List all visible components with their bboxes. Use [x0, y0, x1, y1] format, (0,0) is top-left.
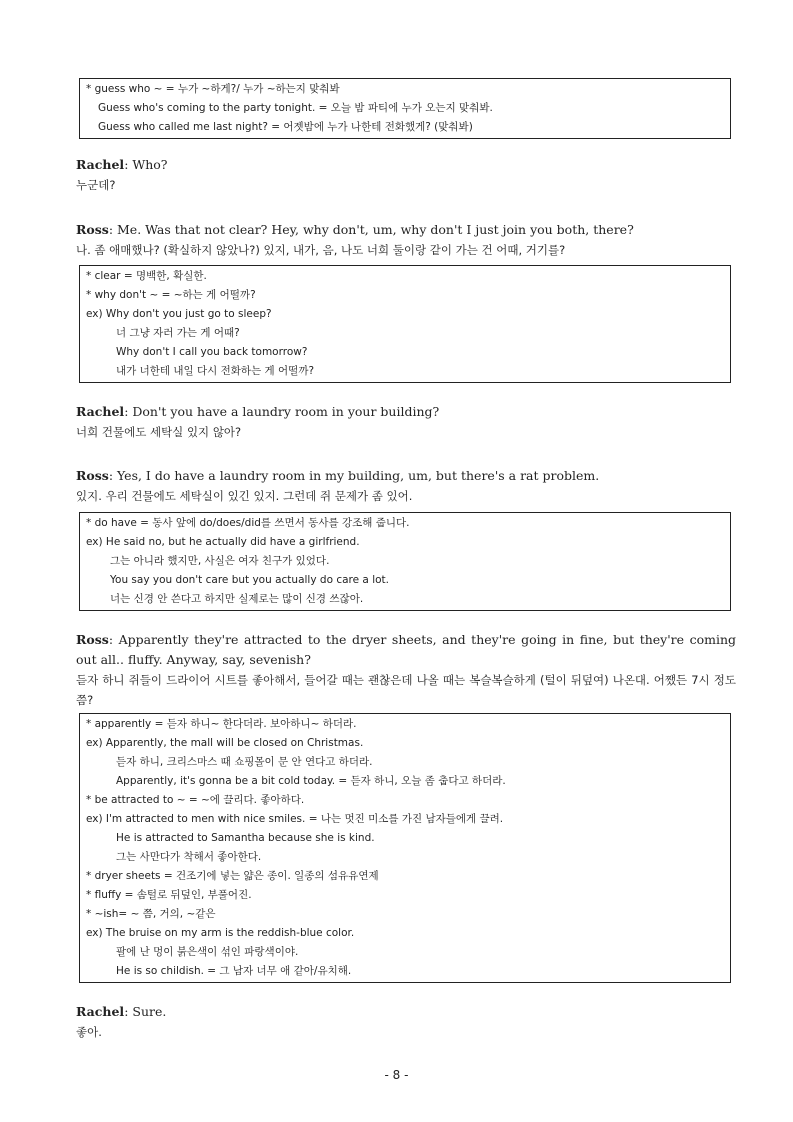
note-line: 팔에 난 멍이 붉은색이 섞인 파랑색이야. — [116, 946, 299, 958]
note-line: * fluffy = 솜털로 뒤덮인, 부풀어진. — [86, 889, 252, 901]
dialogue-ross-rat-problem: Ross: Yes, I do have a laundry room in my building, um, but there's a rat problem. 있지. 우리 건물에도 세탁실이 있긴 있지. 그런데 쥐 문제가 좀 있어. — [76, 466, 736, 506]
note-line: He is so childish. = 그 남자 너무 애 같아/유치해. — [116, 965, 352, 977]
note-box-apparently — [79, 713, 731, 983]
korean-line: 듣자 하니 쥐들이 드라이어 시트를 좋아해서, 들어갈 때는 괜찮은데 나올 때는 복슬복슬하게 (털이 뒤덮여) 나온대. 어쨌든 7시 정도쯤? — [76, 673, 736, 707]
english-line: Sure. — [132, 1004, 167, 1019]
english-line: Apparently they're attracted to the dryer sheets, and they're going in fine, but they're coming out all.. fluffy. Anyway, say, sevenish? — [76, 632, 737, 667]
note-line: You say you don't care but you actually do care a lot. — [110, 574, 389, 586]
note-line: 너 그냥 자러 가는 게 어때? — [116, 327, 240, 339]
note-line: Guess who's coming to the party tonight. = 오늘 밤 파티에 누가 오는지 맞춰봐. — [98, 102, 493, 114]
note-line: * ~ish= ~ 쯤, 거의, ~같은 — [86, 908, 216, 920]
dialogue-ross-apparently: Ross: Apparently they're attracted to the dryer sheets, and they're going in fine, but they're coming out all.. fluffy. Anyway, say, sevenish? 듣자 하니 쥐들이 드라이어 시트를 좋아해서, 들어갈 때는 괜찮은데 나올 때는 복슬복슬하게 (털이 뒤덮여) 나온대. 어쨌든 7시 정도쯤? — [76, 630, 736, 710]
english-line: Don't you have a laundry room in your building? — [132, 404, 440, 419]
dialogue-rachel-sure: Rachel: Sure. 좋아. — [76, 1002, 736, 1042]
note-line: * dryer sheets = 건조기에 넣는 얇은 종이. 일종의 섬유유연제 — [86, 870, 379, 882]
speaker-name: Ross — [76, 222, 109, 237]
korean-line: 있지. 우리 건물에도 세탁실이 있긴 있지. 그런데 쥐 문제가 좀 있어. — [76, 489, 413, 503]
note-line: * do have = 동사 앞에 do/does/did를 쓰면서 동사를 강조해 줍니다. — [86, 517, 410, 529]
speaker-name: Ross — [76, 632, 109, 647]
korean-line: 나. 좀 애매했나? (확실하지 않았나?) 있지, 내가, 음, 나도 너희 둘이랑 같이 가는 건 어때, 거기를? — [76, 243, 566, 257]
note-line: * apparently = 듣자 하니~ 한다더라. 보아하니~ 하더라. — [86, 718, 357, 730]
dialogue-ross-me: Ross: Me. Was that not clear? Hey, why don't, um, why don't I just join you both, there? 나. 좀 애매했나? (확실하지 않았나?) 있지, 내가, 음, 나도 너희 둘이랑 같이 가는 건 어때, 거기를? — [76, 220, 736, 260]
note-line: 그는 아니라 했지만, 사실은 여자 친구가 있었다. — [110, 555, 330, 567]
note-line: * clear = 명백한, 확실한. — [86, 270, 207, 282]
note-line: Apparently, it's gonna be a bit cold today. = 듣자 하니, 오늘 좀 춥다고 하더라. — [116, 775, 506, 787]
speaker-name: Rachel — [76, 1004, 125, 1019]
note-line: ex) I'm attracted to men with nice smiles. = 나는 멋진 미소를 가진 남자들에게 끌려. — [86, 813, 504, 825]
note-line: Why don't I call you back tomorrow? — [116, 346, 308, 358]
dialogue-rachel-who: Rachel: Who? 누군데? — [76, 155, 736, 195]
note-line: ex) The bruise on my arm is the reddish-blue color. — [86, 927, 355, 939]
korean-line: 너희 건물에도 세탁실 있지 않아? — [76, 425, 242, 439]
page-number: - 8 - — [384, 1068, 409, 1082]
note-box-do-have — [79, 512, 731, 611]
note-line: 듣자 하니, 크리스마스 때 쇼핑몰이 문 안 연다고 하더라. — [116, 756, 373, 768]
note-line: * be attracted to ~ = ~에 끌리다. 좋아하다. — [86, 794, 305, 806]
english-line: Who? — [132, 157, 168, 172]
korean-line: 누군데? — [76, 178, 116, 192]
speaker-name: Ross — [76, 468, 109, 483]
note-line: ex) He said no, but he actually did have a girlfriend. — [86, 536, 360, 548]
note-box-guess-who — [79, 78, 731, 139]
note-line: 너는 신경 안 쓴다고 하지만 실제로는 많이 신경 쓰잖아. — [110, 593, 364, 605]
korean-line: 좋아. — [76, 1025, 102, 1039]
english-line: Yes, I do have a laundry room in my building, um, but there's a rat problem. — [117, 468, 600, 483]
note-box-why-dont — [79, 265, 731, 383]
note-line: 그는 사만다가 착해서 좋아한다. — [116, 851, 262, 863]
note-line: * guess who ~ = 누가 ~하게?/ 누가 ~하는지 맞춰봐 — [86, 83, 340, 95]
note-line: ex) Apparently, the mall will be closed on Christmas. — [86, 737, 364, 749]
dialogue-rachel-laundry: Rachel: Don't you have a laundry room in your building? 너희 건물에도 세탁실 있지 않아? — [76, 402, 736, 442]
note-line: He is attracted to Samantha because she is kind. — [116, 832, 375, 844]
note-line: ex) Why don't you just go to sleep? — [86, 308, 272, 320]
note-line: * why don't ~ = ~하는 게 어떨까? — [86, 289, 256, 301]
english-line: Me. Was that not clear? Hey, why don't, um, why don't I just join you both, there? — [117, 222, 634, 237]
note-line: Guess who called me last night? = 어젯밤에 누가 나한테 전화했게? (맞춰봐) — [98, 121, 473, 133]
speaker-name: Rachel — [76, 157, 125, 172]
note-line: 내가 너한테 내일 다시 전화하는 게 어떨까? — [116, 365, 315, 377]
speaker-name: Rachel — [76, 404, 125, 419]
